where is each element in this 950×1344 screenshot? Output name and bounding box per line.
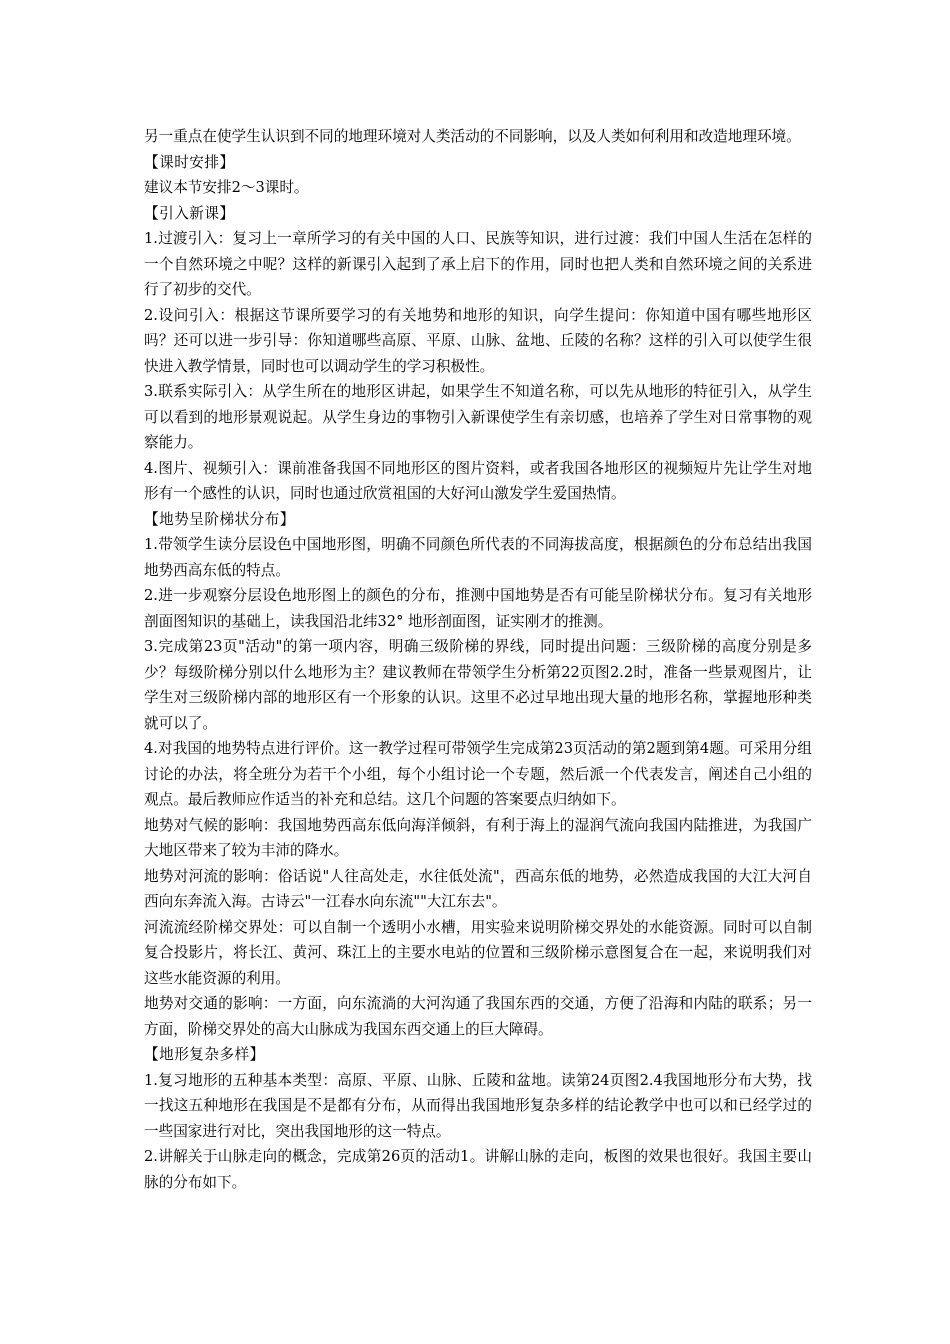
paragraph-item: 2.设问引入：根据这节课所要学习的有关地势和地形的知识，向学生提问：你知道中国有哪些地形区吗？还可以进一步引导：你知道哪些高原、平原、山脉、盆地、丘陵的名称？这样的引入可以使学生很快进入教学情景，同时也可以调动学生的学习积极性。 xyxy=(144,306,812,375)
paragraph-traffic-impact: 地势对交通的影响：一方面，向东流淌的大河沟通了我国东西的交通，方便了沿海和内陆的联系；另一方面，阶梯交界处的高大山脉成为我国东西交通上的巨大障碍。 xyxy=(144,995,812,1038)
paragraph-river-boundary: 河流流经阶梯交界处：可以自制一个透明小水槽，用实验来说明阶梯交界处的水能资源。同时可以自制复合投影片，将长江、黄河、珠江上的主要水电站的位置和三级阶梯示意图复合在一起，来说明我们对这些水能资源的利用。 xyxy=(144,918,812,987)
section-heading-new-lesson: 【引入新课】 xyxy=(144,204,235,222)
paragraph-item: 3.联系实际引入：从学生所在的地形区讲起，如果学生不知道名称，可以先从地形的特征引入，从学生可以看到的地形景观说起。从学生身边的事物引入新课使学生有亲切感，也培养了学生对日常事物的观察能力。 xyxy=(144,383,812,451)
paragraph-item: 1.带领学生读分层设色中国地形图，明确不同颜色所代表的不同海拔高度，根据颜色的分布总结出我国地势西高东低的特点。 xyxy=(144,536,812,579)
paragraph-item: 4.对我国的地势特点进行评价。这一教学过程可带领学生完成第23页活动的第2题到第4题。可采用分组讨论的办法，将全班分为若干个小组，每个小组讨论一个专题，然后派一个代表发言，阐述自己小组的观点。最后教师应作适当的补充和总结。这几个问题的答案要点归纳如下。 xyxy=(144,740,812,808)
section-heading-complex-terrain: 【地形复杂多样】 xyxy=(144,1046,265,1063)
paragraph-intro: 另一重点在使学生认识到不同的地理环境对人类活动的不同影响，以及人类如何利用和改造地理环境。 xyxy=(144,128,801,145)
paragraph-item: 2.讲解关于山脉走向的概念，完成第26页的活动1。讲解山脉的走向，板图的效果也很好。我国主要山脉的分布如下。 xyxy=(144,1148,812,1191)
paragraph-schedule: 建议本节安排2～3课时。 xyxy=(144,179,309,196)
paragraph-item: 2.进一步观察分层设色地形图上的颜色的分布，推测中国地势是否有可能呈阶梯状分布。复习有关地形剖面图知识的基础上，读我国沿北纬32° 地形剖面图，证实刚才的推测。 xyxy=(144,587,812,630)
document-body xyxy=(144,124,812,1195)
paragraph-item: 1.过渡引入：复习上一章所学习的有关中国的人口、民族等知识，进行过渡：我们中国人生活在怎样的一个自然环境之中呢？这样的新课引入起到了承上启下的作用，同时也把人类和自然环境之间的关系进行了初步的交代。 xyxy=(144,230,812,298)
section-heading-schedule: 【课时安排】 xyxy=(144,153,235,171)
paragraph-item: 3.完成第23页"活动"的第一项内容，明确三级阶梯的界线，同时提出问题：三级阶梯的高度分别是多少？每级阶梯分别以什么地形为主？建议教师在带领学生分析第22页图2.2时，准备一些景观图片，让学生对三级阶梯内部的地形区有一个形象的认识。这里不必过早地出现大量的地形名称，掌握地形种类就可以了。 xyxy=(144,638,812,732)
paragraph-item: 4.图片、视频引入：课前准备我国不同地形区的图片资料，或者我国各地形区的视频短片先让学生对地形有一个感性的认识，同时也通过欣赏祖国的大好河山激发学生爱国热情。 xyxy=(144,459,812,502)
paragraph-climate-impact: 地势对气候的影响：我国地势西高东低向海洋倾斜，有利于海上的湿润气流向我国内陆推进，为我国广大地区带来了较为丰沛的降水。 xyxy=(144,816,812,859)
paragraph-river-impact: 地势对河流的影响：俗话说"人往高处走，水往低处流"，西高东低的地势，必然造成我国的大江大河自西向东奔流入海。古诗云"一江春水向东流""大江东去"。 xyxy=(144,867,812,910)
section-heading-terrain-steps: 【地势呈阶梯状分布】 xyxy=(144,510,295,528)
paragraph-item: 1.复习地形的五种基本类型：高原、平原、山脉、丘陵和盆地。读第24页图2.4我国地形分布大势，找一找这五种地形在我国是不是都有分布，从而得出我国地形复杂多样的结论教学中也可以和已经学过的一些国家进行对比，突出我国地形的这一特点。 xyxy=(144,1071,812,1140)
